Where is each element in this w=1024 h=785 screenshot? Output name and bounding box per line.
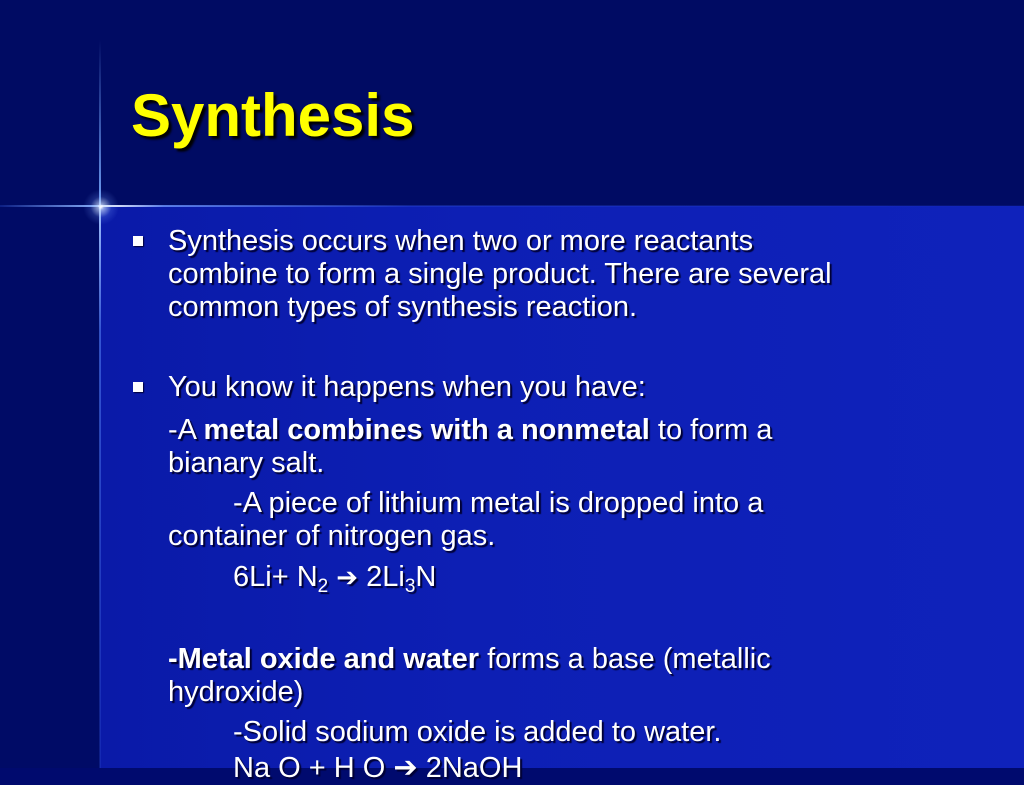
bullet1-line2: combine to form a single product. There are several: [168, 258, 832, 290]
reaction-arrow-icon: ➔: [336, 563, 359, 593]
item1-bold-text: metal combines with a nonmetal: [203, 414, 650, 446]
item1-line1: [168, 414, 772, 447]
item2-line2: hydroxide): [168, 676, 304, 708]
eq-subscript: 3: [404, 576, 416, 597]
item2-example-line1: -Solid sodium oxide is added to water.: [233, 716, 722, 748]
item2-line1: [168, 643, 771, 676]
bullet-marker: [133, 382, 143, 392]
bullet-marker: [133, 236, 143, 246]
item2-suffix: forms a base (metallic: [479, 643, 771, 675]
bullet2-intro: You know it happens when you have:: [168, 371, 646, 403]
bullet1-line3: common types of synthesis reaction.: [168, 291, 638, 323]
item1-prefix: -A: [168, 414, 204, 446]
bullet1-line1: Synthesis occurs when two or more reactants: [168, 225, 754, 257]
item1-line2: bianary salt.: [168, 447, 325, 479]
eq-reactant: 6Li+ N: [233, 561, 318, 593]
item2-bold-text: -Metal oxide and water: [168, 643, 480, 675]
item2-equation-partial: Na O + H O ➔ 2NaOH: [233, 752, 523, 784]
item1-example-line2: container of nitrogen gas.: [168, 520, 496, 552]
item1-suffix: to form a: [649, 414, 773, 446]
eq-product-end: N: [415, 561, 437, 593]
item1-example-line1: -A piece of lithium metal is dropped into a: [233, 487, 764, 519]
eq-subscript: 2: [317, 576, 329, 597]
item1-equation: [233, 561, 436, 595]
slide-title: Synthesis: [131, 82, 415, 149]
eq-product: 2Li: [358, 561, 405, 593]
